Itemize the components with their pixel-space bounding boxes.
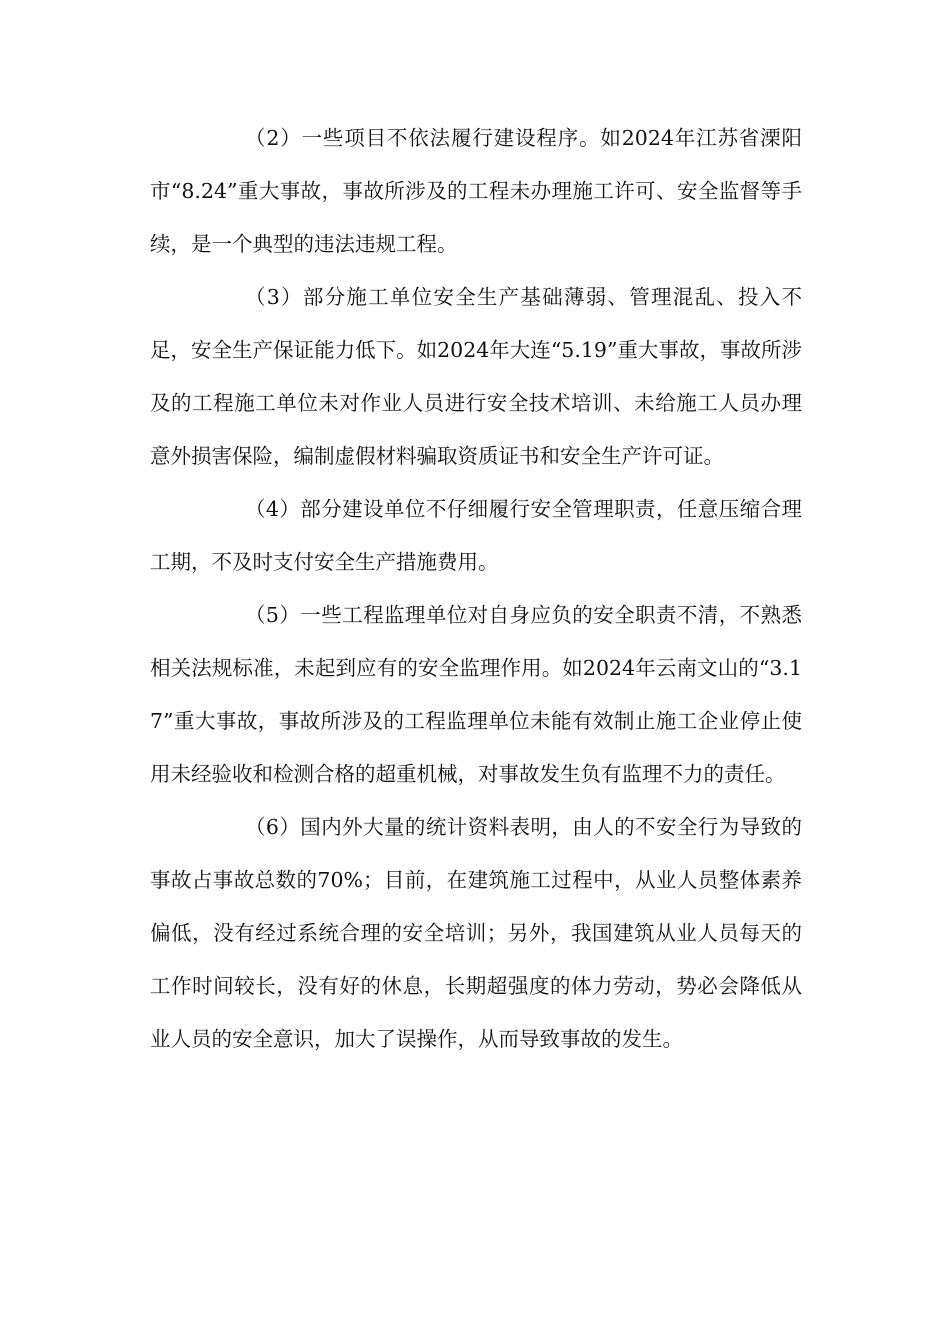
paragraph-4: （4）部分建设单位不仔细履行安全管理职责，任意压缩合理工期，不及时支付安全生产措施费用。 <box>150 497 802 574</box>
paragraph-2: （2）一些项目不依法履行建设程序。如2024年江苏省溧阳市“8.24”重大事故，事故所涉及的工程未办理施工许可、安全监督等手续，是一个典型的违法违规工程。 <box>150 126 802 256</box>
paragraph-6: （6）国内外大量的统计资料表明，由人的不安全行为导致的事故占事故总数的70%；目前，在建筑施工过程中，从业人员整体素养偏低，没有经过系统合理的安全培训；另外，我国建筑从业人员每天的工作时间较长，没有好的休息，长期超强度的体力劳动，势必会降低从业人员的安全意识，加大了误操作，从而导致事故的发生。 <box>150 815 802 1051</box>
paragraph-5: （5）一些工程监理单位对自身应负的安全职责不清，不熟悉相关法规标准，未起到应有的安全监理作用。如2024年云南文山的“3.17”重大事故，事故所涉及的工程监理单位未能有效制止施工企业停止使用未经验收和检测合格的超重机械，对事故发生负有监理不力的责任。 <box>150 603 802 786</box>
paragraph-3: （3）部分施工单位安全生产基础薄弱、管理混乱、投入不足，安全生产保证能力低下。如2024年大连“5.19”重大事故，事故所涉及的工程施工单位未对作业人员进行安全技术培训、未给施工人员办理意外损害保险，编制虚假材料骗取资质证书和安全生产许可证。 <box>150 285 802 468</box>
document-body <box>150 112 802 1066</box>
